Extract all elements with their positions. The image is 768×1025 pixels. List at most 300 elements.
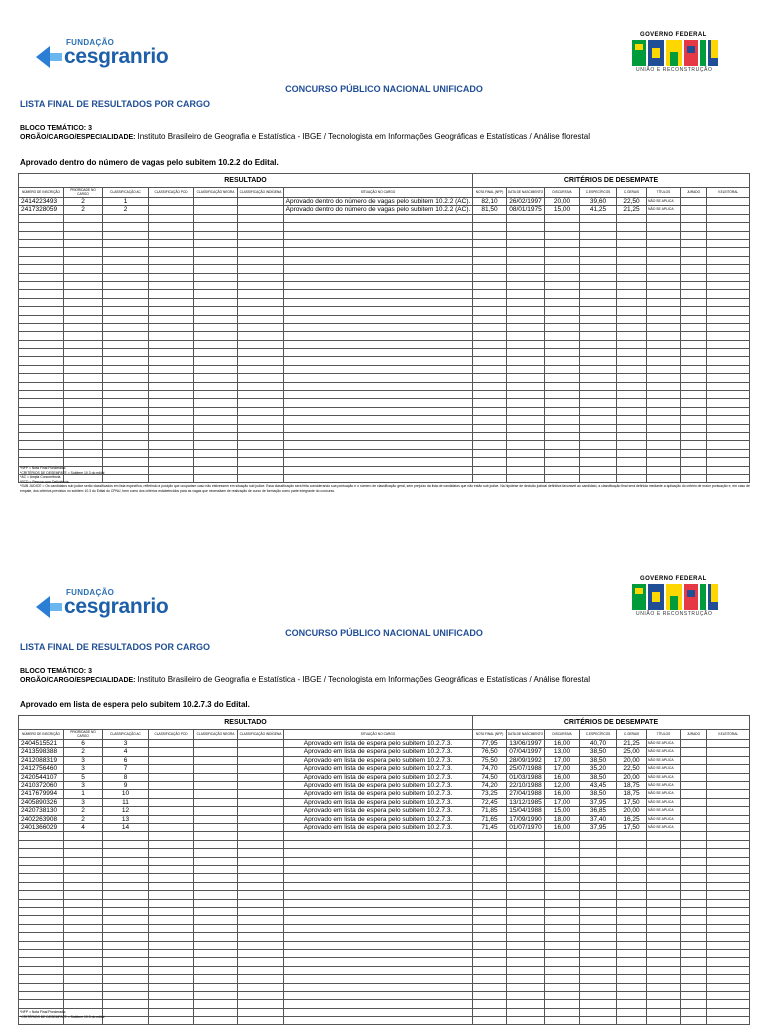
empty-cell [284, 239, 473, 247]
empty-cell [681, 323, 707, 331]
empty-cell [103, 265, 149, 273]
empty-cell [64, 432, 103, 440]
empty-row [19, 840, 750, 848]
cell-eleitoral [707, 740, 750, 748]
column-header-inscricao: NÚMERO DE INSCRIÇÃO [19, 188, 64, 198]
empty-cell [103, 975, 149, 983]
empty-cell [647, 391, 681, 399]
empty-cell [545, 281, 580, 289]
empty-cell [647, 315, 681, 323]
empty-cell [238, 924, 284, 932]
empty-cell [707, 340, 750, 348]
empty-cell [238, 231, 284, 239]
empty-cell [19, 382, 64, 390]
empty-cell [103, 399, 149, 407]
empty-cell [545, 273, 580, 281]
empty-cell [681, 949, 707, 957]
empty-cell [580, 949, 617, 957]
empty-cell [681, 357, 707, 365]
empty-cell [284, 899, 473, 907]
empty-cell [194, 374, 238, 382]
empty-cell [64, 281, 103, 289]
empty-cell [19, 315, 64, 323]
empty-cell [707, 866, 750, 874]
cell-titulos: NÃO SE APLICA [647, 815, 681, 823]
empty-cell [707, 231, 750, 239]
empty-cell [707, 432, 750, 440]
empty-cell [238, 391, 284, 399]
orgao-value: Instituto Brasileiro de Geografia e Estatística - IBGE / Tecnologista em Informações Geográficas e Estatísticas / Análise florestal [137, 675, 590, 684]
empty-cell [545, 449, 580, 457]
empty-cell [707, 315, 750, 323]
empty-cell [545, 849, 580, 857]
empty-cell [507, 882, 545, 890]
empty-cell [64, 933, 103, 941]
empty-cell [238, 449, 284, 457]
empty-cell [545, 958, 580, 966]
empty-cell [545, 214, 580, 222]
empty-cell [64, 214, 103, 222]
empty-cell [284, 407, 473, 415]
empty-cell [473, 290, 507, 298]
empty-cell [617, 933, 647, 941]
empty-cell [507, 441, 545, 449]
empty-row [19, 256, 750, 264]
criterios-header: CRITÉRIOS DE DESEMPATE [473, 174, 750, 188]
empty-cell [19, 874, 64, 882]
empty-row [19, 882, 750, 890]
empty-cell [238, 857, 284, 865]
empty-cell [64, 866, 103, 874]
empty-cell [473, 416, 507, 424]
empty-cell [647, 374, 681, 382]
empty-cell [473, 958, 507, 966]
cell-inscricao: 2410372060 [19, 782, 64, 790]
cell-eleitoral [707, 807, 750, 815]
cell-discursiva: 16,00 [545, 824, 580, 832]
contest-title: CONCURSO PÚBLICO NACIONAL UNIFICADO [285, 84, 483, 94]
empty-cell [149, 223, 194, 231]
empty-cell [149, 265, 194, 273]
cell-indigena [238, 748, 284, 756]
empty-cell [580, 891, 617, 899]
empty-cell [507, 399, 545, 407]
cell-inscricao: 2412756460 [19, 765, 64, 773]
empty-cell [64, 340, 103, 348]
empty-cell [238, 365, 284, 373]
empty-cell [681, 281, 707, 289]
empty-cell [681, 416, 707, 424]
empty-cell [149, 407, 194, 415]
empty-cell [238, 416, 284, 424]
empty-cell [194, 265, 238, 273]
empty-cell [103, 933, 149, 941]
empty-cell [64, 374, 103, 382]
empty-cell [580, 231, 617, 239]
empty-cell [238, 941, 284, 949]
empty-cell [238, 882, 284, 890]
empty-cell [103, 223, 149, 231]
cell-situacao: Aprovado em lista de espera pelo subitem 10.2.7.3. [284, 773, 473, 781]
results-table [18, 715, 750, 1025]
column-header-nascimento: DATA DE NASCIMENTO [507, 188, 545, 198]
empty-cell [647, 407, 681, 415]
foundation-label: FUNDAÇÃO [66, 38, 115, 47]
empty-cell [194, 899, 238, 907]
empty-cell [64, 832, 103, 840]
empty-cell [617, 307, 647, 315]
empty-cell [545, 340, 580, 348]
empty-cell [149, 899, 194, 907]
empty-cell [149, 315, 194, 323]
empty-cell [681, 391, 707, 399]
cell-situacao: Aprovado em lista de espera pelo subitem 10.2.7.3. [284, 815, 473, 823]
empty-cell [64, 382, 103, 390]
empty-cell [284, 991, 473, 999]
empty-cell [707, 290, 750, 298]
empty-cell [103, 424, 149, 432]
cell-nascimento: 01/03/1988 [507, 773, 545, 781]
column-header-row [19, 730, 750, 740]
empty-cell [103, 966, 149, 974]
cell-nascimento: 13/12/1985 [507, 798, 545, 806]
cell-eleitoral [707, 748, 750, 756]
empty-cell [647, 432, 681, 440]
empty-row [19, 424, 750, 432]
empty-cell [149, 458, 194, 466]
empty-cell [681, 265, 707, 273]
empty-row [19, 265, 750, 273]
empty-cell [103, 874, 149, 882]
empty-cell [707, 374, 750, 382]
empty-cell [473, 874, 507, 882]
cell-prioridade: 2 [64, 815, 103, 823]
empty-cell [238, 256, 284, 264]
empty-cell [238, 933, 284, 941]
empty-cell [103, 899, 149, 907]
empty-cell [64, 882, 103, 890]
empty-cell [580, 924, 617, 932]
empty-row [19, 223, 750, 231]
empty-cell [473, 231, 507, 239]
empty-cell [647, 231, 681, 239]
cell-especificos: 43,45 [580, 782, 617, 790]
empty-cell [284, 975, 473, 983]
cell-discursiva: 12,00 [545, 782, 580, 790]
cell-situacao: Aprovado em lista de espera pelo subitem 10.2.7.3. [284, 756, 473, 764]
empty-cell [238, 432, 284, 440]
empty-cell [194, 991, 238, 999]
empty-cell [617, 357, 647, 365]
empty-cell [647, 966, 681, 974]
cell-titulos: NÃO SE APLICA [647, 198, 681, 206]
empty-row [19, 924, 750, 932]
empty-cell [545, 315, 580, 323]
empty-cell [149, 273, 194, 281]
footnote-line: *AC = Ampla Concorrência [20, 475, 61, 479]
empty-cell [194, 298, 238, 306]
empty-cell [284, 265, 473, 273]
cell-discursiva: 17,00 [545, 756, 580, 764]
empty-row [19, 958, 750, 966]
empty-row [19, 374, 750, 382]
empty-cell [103, 323, 149, 331]
empty-cell [19, 340, 64, 348]
empty-cell [149, 374, 194, 382]
empty-cell [19, 273, 64, 281]
empty-cell [64, 924, 103, 932]
empty-cell [64, 840, 103, 848]
empty-cell [473, 357, 507, 365]
empty-cell [284, 849, 473, 857]
empty-cell [64, 941, 103, 949]
empty-cell [194, 223, 238, 231]
empty-cell [64, 975, 103, 983]
empty-cell [284, 399, 473, 407]
empty-cell [473, 941, 507, 949]
empty-cell [707, 382, 750, 390]
cell-inscricao: 2417679994 [19, 790, 64, 798]
empty-cell [617, 924, 647, 932]
empty-cell [194, 416, 238, 424]
column-header-especificos: C.ESPECÍFICOS [580, 188, 617, 198]
empty-cell [194, 340, 238, 348]
cell-titulos: NÃO SE APLICA [647, 206, 681, 214]
column-header-titulos: TÍTULOS [647, 730, 681, 740]
empty-cell [681, 849, 707, 857]
empty-cell [707, 899, 750, 907]
empty-cell [681, 899, 707, 907]
empty-cell [681, 1000, 707, 1008]
empty-cell [707, 458, 750, 466]
empty-cell [473, 849, 507, 857]
empty-cell [238, 1000, 284, 1008]
cell-inscricao: 2413598388 [19, 748, 64, 756]
empty-cell [238, 949, 284, 957]
empty-cell [19, 391, 64, 399]
empty-cell [617, 315, 647, 323]
empty-cell [681, 248, 707, 256]
empty-cell [617, 223, 647, 231]
empty-cell [681, 214, 707, 222]
cell-ac: 3 [103, 740, 149, 748]
cell-jurado [681, 798, 707, 806]
empty-row [19, 432, 750, 440]
empty-cell [284, 332, 473, 340]
empty-cell [238, 298, 284, 306]
empty-cell [647, 907, 681, 915]
empty-cell [580, 882, 617, 890]
cell-titulos: NÃO SE APLICA [647, 790, 681, 798]
empty-cell [617, 290, 647, 298]
empty-cell [149, 933, 194, 941]
empty-cell [681, 983, 707, 991]
empty-cell [647, 983, 681, 991]
empty-cell [507, 332, 545, 340]
empty-cell [707, 991, 750, 999]
cell-situacao: Aprovado em lista de espera pelo subitem 10.2.7.3. [284, 790, 473, 798]
cell-titulos: NÃO SE APLICA [647, 756, 681, 764]
column-header-eleitoral: V.ELEITORAL [707, 188, 750, 198]
empty-cell [149, 949, 194, 957]
empty-cell [617, 991, 647, 999]
empty-cell [647, 941, 681, 949]
empty-cell [617, 458, 647, 466]
empty-cell [473, 866, 507, 874]
empty-cell [149, 256, 194, 264]
empty-cell [707, 449, 750, 457]
empty-cell [580, 357, 617, 365]
empty-cell [238, 273, 284, 281]
cell-nfp: 74,50 [473, 773, 507, 781]
cell-nascimento: 08/01/1975 [507, 206, 545, 214]
empty-cell [194, 399, 238, 407]
empty-cell [580, 349, 617, 357]
empty-cell [707, 416, 750, 424]
empty-cell [617, 281, 647, 289]
empty-cell [238, 907, 284, 915]
empty-cell [238, 866, 284, 874]
column-header-discursiva: DISCURSIVA [545, 730, 580, 740]
empty-cell [473, 273, 507, 281]
empty-cell [545, 983, 580, 991]
empty-cell [707, 223, 750, 231]
empty-cell [194, 391, 238, 399]
cell-discursiva: 18,00 [545, 815, 580, 823]
cell-gerais: 21,25 [617, 740, 647, 748]
empty-cell [617, 849, 647, 857]
empty-cell [473, 458, 507, 466]
cell-jurado [681, 824, 707, 832]
list-title: LISTA FINAL DE RESULTADOS POR CARGO [20, 99, 211, 109]
empty-cell [647, 323, 681, 331]
empty-row [19, 290, 750, 298]
empty-cell [284, 983, 473, 991]
cell-eleitoral [707, 773, 750, 781]
empty-cell [238, 281, 284, 289]
cell-indigena [238, 798, 284, 806]
empty-cell [103, 949, 149, 957]
empty-cell [149, 349, 194, 357]
empty-cell [545, 407, 580, 415]
empty-cell [507, 449, 545, 457]
empty-cell [617, 239, 647, 247]
cell-pcd [149, 824, 194, 832]
empty-cell [194, 924, 238, 932]
cell-jurado [681, 807, 707, 815]
empty-cell [194, 273, 238, 281]
empty-cell [284, 941, 473, 949]
cell-jurado [681, 206, 707, 214]
cell-discursiva: 15,00 [545, 206, 580, 214]
cell-situacao: Aprovado em lista de espera pelo subitem 10.2.7.3. [284, 782, 473, 790]
empty-cell [681, 365, 707, 373]
empty-cell [19, 256, 64, 264]
empty-cell [194, 882, 238, 890]
page-1 [0, 0, 768, 512]
cell-nascimento: 26/02/1997 [507, 198, 545, 206]
empty-cell [507, 407, 545, 415]
empty-cell [617, 1000, 647, 1008]
brand-name: cesgranrio [64, 595, 169, 618]
empty-cell [238, 315, 284, 323]
empty-cell [507, 214, 545, 222]
empty-cell [194, 432, 238, 440]
cell-inscricao: 2401366029 [19, 824, 64, 832]
empty-cell [507, 1000, 545, 1008]
empty-cell [19, 933, 64, 941]
empty-cell [284, 315, 473, 323]
empty-cell [238, 357, 284, 365]
contest-title: CONCURSO PÚBLICO NACIONAL UNIFICADO [285, 628, 483, 638]
cell-prioridade: 3 [64, 756, 103, 764]
empty-cell [194, 866, 238, 874]
empty-cell [681, 941, 707, 949]
cell-gerais: 18,75 [617, 782, 647, 790]
empty-cell [507, 357, 545, 365]
empty-cell [580, 933, 617, 941]
empty-cell [149, 239, 194, 247]
empty-cell [473, 899, 507, 907]
cell-prioridade: 2 [64, 807, 103, 815]
empty-cell [103, 307, 149, 315]
empty-cell [617, 857, 647, 865]
empty-cell [149, 874, 194, 882]
empty-cell [103, 441, 149, 449]
cell-nfp: 73,25 [473, 790, 507, 798]
empty-cell [149, 214, 194, 222]
empty-cell [238, 849, 284, 857]
empty-cell [580, 273, 617, 281]
empty-cell [507, 298, 545, 306]
cell-nfp: 71,65 [473, 815, 507, 823]
empty-cell [103, 273, 149, 281]
empty-cell [194, 1000, 238, 1008]
empty-cell [284, 432, 473, 440]
cell-jurado [681, 198, 707, 206]
column-header-indigena: CLASSIFICAÇÃO INDÍGENA [238, 188, 284, 198]
empty-cell [507, 340, 545, 348]
empty-cell [103, 1000, 149, 1008]
empty-cell [284, 214, 473, 222]
empty-cell [617, 391, 647, 399]
empty-cell [545, 1000, 580, 1008]
empty-cell [617, 882, 647, 890]
empty-cell [19, 983, 64, 991]
empty-cell [19, 432, 64, 440]
empty-cell [647, 949, 681, 957]
empty-cell [284, 449, 473, 457]
empty-cell [617, 340, 647, 348]
empty-cell [149, 323, 194, 331]
empty-cell [707, 958, 750, 966]
cell-eleitoral [707, 798, 750, 806]
empty-row [19, 239, 750, 247]
empty-cell [707, 1000, 750, 1008]
empty-row [19, 298, 750, 306]
empty-cell [19, 857, 64, 865]
empty-cell [64, 899, 103, 907]
empty-cell [545, 298, 580, 306]
footnotes [20, 1010, 750, 1019]
empty-cell [617, 907, 647, 915]
empty-cell [238, 323, 284, 331]
empty-cell [238, 958, 284, 966]
empty-cell [103, 357, 149, 365]
empty-cell [507, 248, 545, 256]
section-subtitle: Aprovado em lista de espera pelo subitem 10.2.7.3 do Edital. [20, 700, 250, 709]
gov-bottom-label: UNIÃO E RECONSTRUÇÃO [636, 611, 713, 617]
